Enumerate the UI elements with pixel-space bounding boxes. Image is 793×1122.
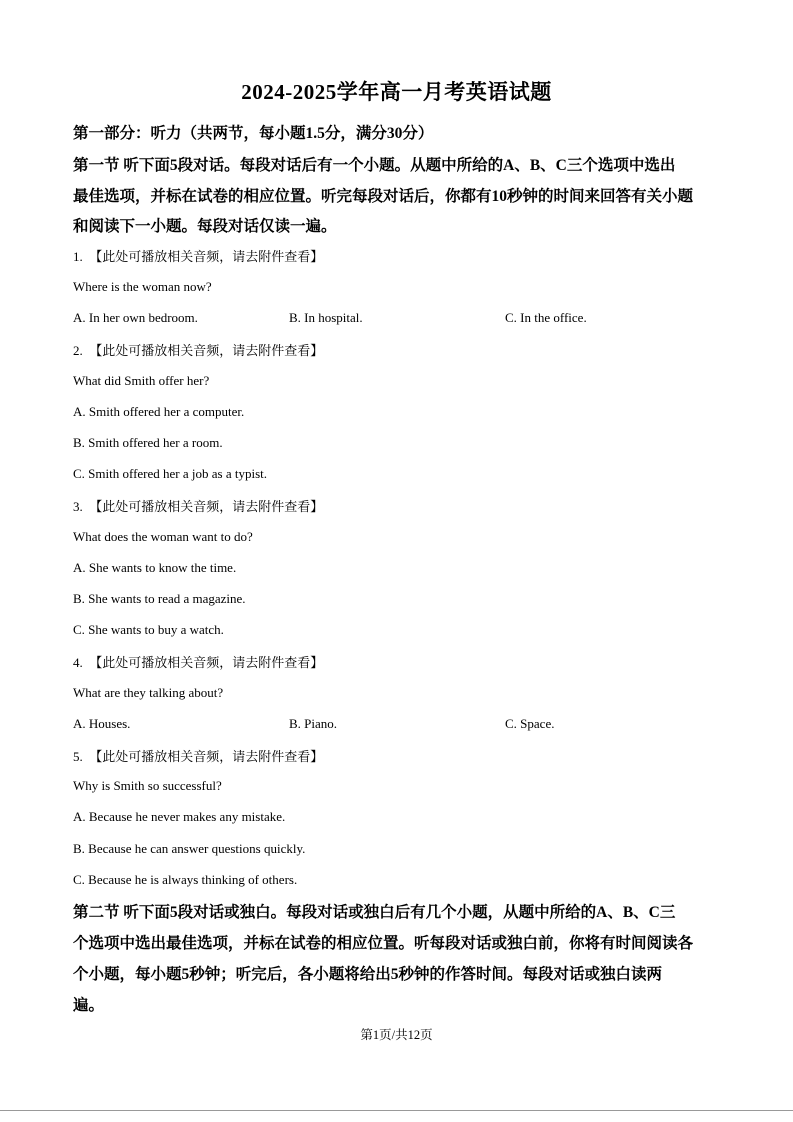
question-5-stem: Why is Smith so successful? xyxy=(73,778,222,793)
question-number: 5. xyxy=(73,749,83,764)
section2-line-3: 个小题，每小题5秒钟；听完后，各小题将给出5秒钟的作答时间。每段对话或独白读两 xyxy=(73,966,663,983)
question-3-option-a: A. She wants to know the time. xyxy=(73,560,237,575)
audio-note: 【此处可播放相关音频，请去附件查看】 xyxy=(89,343,324,358)
question-number: 3. xyxy=(73,499,83,514)
question-3-option-b: B. She wants to read a magazine. xyxy=(73,591,246,606)
section2-line-1: 第二节 听下面5段对话或独白。每段对话或独白后有几个小题，从题中所给的A、B、C三 xyxy=(73,904,676,921)
question-2-option-a: A. Smith offered her a computer. xyxy=(73,404,245,419)
question-number: 1. xyxy=(73,249,83,264)
question-number: 4. xyxy=(73,655,83,670)
question-1-option-a: A. In her own bedroom. xyxy=(73,310,198,325)
exam-title: 2024-2025学年高一月考英语试题 xyxy=(241,80,552,104)
audio-note: 【此处可播放相关音频，请去附件查看】 xyxy=(89,655,324,670)
question-1-stem: Where is the woman now? xyxy=(73,279,212,294)
question-1-header xyxy=(73,246,323,265)
question-5-header xyxy=(73,746,323,765)
section1-line-1: 第一节 听下面5段对话。每段对话后有一个小题。从题中所给的A、B、C三个选项中选出 xyxy=(73,157,676,174)
question-5-option-c: C. Because he is always thinking of others. xyxy=(73,872,298,887)
question-2-option-b: B. Smith offered her a room. xyxy=(73,435,223,450)
question-3-option-c: C. She wants to buy a watch. xyxy=(73,622,224,637)
question-4-option-c: C. Space. xyxy=(505,716,555,731)
question-number: 2. xyxy=(73,343,83,358)
question-3-header xyxy=(73,496,323,515)
question-2-stem: What did Smith offer her? xyxy=(73,373,210,388)
question-2-header xyxy=(73,340,323,359)
question-5-option-a: A. Because he never makes any mistake. xyxy=(73,809,286,824)
question-4-option-a: A. Houses. xyxy=(73,716,131,731)
section1-line-2: 最佳选项，并标在试卷的相应位置。听完每段对话后，你都有10秒钟的时间来回答有关小题 xyxy=(73,188,694,205)
section2-line-4: 遍。 xyxy=(73,997,105,1014)
audio-note: 【此处可播放相关音频，请去附件查看】 xyxy=(89,249,324,264)
question-3-stem: What does the woman want to do? xyxy=(73,529,253,544)
question-2-option-c: C. Smith offered her a job as a typist. xyxy=(73,466,268,481)
part1-heading: 第一部分：听力（共两节，每小题1.5分，满分30分） xyxy=(73,125,434,142)
audio-note: 【此处可播放相关音频，请去附件查看】 xyxy=(89,749,324,764)
section1-line-3: 和阅读下一小题。每段对话仅读一遍。 xyxy=(73,218,337,235)
page-bottom-divider xyxy=(0,1110,793,1111)
question-5-option-b: B. Because he can answer questions quickly. xyxy=(73,841,306,856)
question-1-option-c: C. In the office. xyxy=(505,310,587,325)
page-footer: 第1页/共12页 xyxy=(360,1028,433,1042)
audio-note: 【此处可播放相关音频，请去附件查看】 xyxy=(89,499,324,514)
question-4-option-b: B. Piano. xyxy=(289,716,338,731)
question-1-option-b: B. In hospital. xyxy=(289,310,363,325)
section2-line-2: 个选项中选出最佳选项，并标在试卷的相应位置。听每段对话或独白前，你将有时间阅读各 xyxy=(73,935,694,952)
question-4-stem: What are they talking about? xyxy=(73,685,224,700)
question-4-header xyxy=(73,652,323,671)
